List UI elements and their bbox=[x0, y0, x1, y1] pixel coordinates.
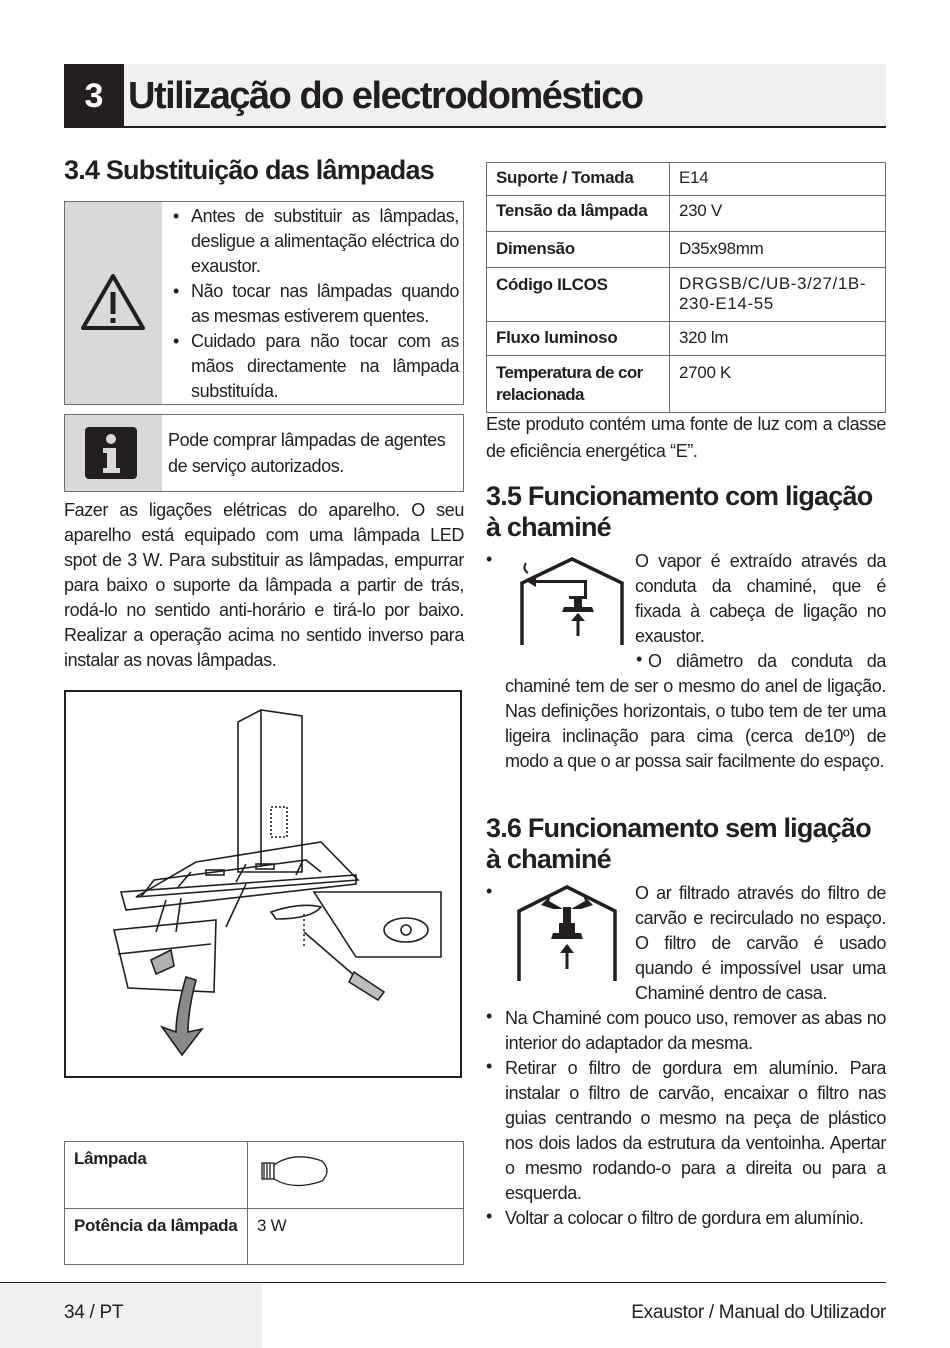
section-3-5-heading: 3.5 Funcionamento com ligação à chaminé bbox=[486, 481, 873, 542]
warning-list bbox=[169, 204, 459, 404]
spec-value: E14 bbox=[670, 163, 886, 196]
info-box bbox=[64, 414, 464, 492]
table-row bbox=[65, 1142, 464, 1209]
bullet-marker: • bbox=[486, 1056, 493, 1076]
table-row bbox=[487, 232, 886, 268]
info-icon bbox=[83, 425, 139, 481]
spec-value: 2700 K bbox=[670, 356, 886, 413]
section-3-4-heading: 3.4 Substituição das lâmpadas bbox=[64, 155, 434, 185]
info-icon-cell bbox=[65, 415, 162, 491]
footer-page-panel bbox=[0, 1283, 262, 1348]
hood-lamp-replacement-illustration bbox=[64, 690, 462, 1078]
lamp-replacement-text: Fazer as ligações elétricas do aparelho. O seu aparelho está equipado com uma lâmpada LED spot de 3 W. Para substituir as lâmpadas, empurrar para baixo o suporte da lâmpada a partir de trás, rodá-lo no sentido anti-horário e tirá-lo por baixo. Realizar a operação acima no sentido inverso para instalar as novas lâmpadas. bbox=[64, 500, 464, 670]
cooker-hood-drawing bbox=[66, 692, 460, 1076]
warning-icon-cell bbox=[65, 202, 162, 404]
bullet-marker: • bbox=[486, 881, 493, 901]
section-3-6-heading: 3.6 Funcionamento sem ligação à chaminé bbox=[486, 813, 871, 874]
table-row bbox=[487, 163, 886, 196]
spec-label: Tensão da lâmpada bbox=[487, 196, 670, 232]
candle-bulb-icon bbox=[254, 1146, 334, 1198]
recirculation-bullet-4: Voltar a colocar o filtro de gordura em alumínio. bbox=[505, 1208, 864, 1228]
lamp-table-label: Potência da lâmpada bbox=[65, 1209, 248, 1265]
lamp-table-label: Lâmpada bbox=[65, 1142, 248, 1209]
info-text: Pode comprar lâmpadas de agentes de serviço autorizados. bbox=[168, 430, 446, 476]
spec-value: DRGSB/C/UB-3/27/1B-230-E14-55 bbox=[670, 268, 886, 322]
warning-box bbox=[64, 201, 464, 405]
spec-label: Temperatura de cor relacionada bbox=[487, 356, 670, 413]
table-row bbox=[487, 196, 886, 232]
spec-label: Dimensão bbox=[487, 232, 670, 268]
footer-divider bbox=[0, 1282, 886, 1283]
table-row bbox=[487, 322, 886, 356]
bullet-marker: • bbox=[486, 549, 493, 569]
recirculation-mode-icon bbox=[505, 883, 629, 983]
bullet-marker: • bbox=[636, 649, 643, 669]
footer-document-title: Exaustor / Manual do Utilizador bbox=[631, 1302, 886, 1323]
lamp-table bbox=[64, 1141, 464, 1265]
table-row bbox=[487, 356, 886, 413]
bullet-marker: • bbox=[486, 1206, 493, 1226]
ducted-mode-icon bbox=[508, 555, 630, 647]
spec-value: 230 V bbox=[670, 196, 886, 232]
bullet-marker: • bbox=[486, 1006, 493, 1026]
ducted-bullet-1: O vapor é extraído através da conduta da chaminé, que é fixada à cabeça de ligação no exaustor. bbox=[635, 551, 886, 646]
lamp-table-value: 3 W bbox=[248, 1209, 464, 1265]
recirculation-bullet-2: Na Chaminé com pouco uso, remover as abas no interior do adaptador da mesma. bbox=[505, 1008, 886, 1053]
recirculation-bullet-1: O ar filtrado através do filtro de carvão e recirculado no espaço. O filtro de carvão é usado quando é impossível usar uma Chaminé dentro de casa. bbox=[635, 883, 886, 1003]
ducted-bullet-2: O diâmetro da conduta da chaminé tem de ser o mesmo do anel de ligação. Nas definições horizontais, o tubo tem de ter uma ligeira inclinação para cima (cerca de10º) de modo a que o ar possa sair facilmente do espaço. bbox=[505, 651, 886, 771]
spec-value: 320 lm bbox=[670, 322, 886, 356]
warning-item: • Não tocar nas lâmpadas quando as mesmas estiverem quentes. bbox=[169, 279, 459, 329]
chapter-title: Utilização do electrodoméstico bbox=[128, 75, 643, 117]
footer-page-number: 34 / PT bbox=[64, 1302, 124, 1323]
chapter-number: 3 bbox=[64, 64, 124, 128]
spec-label: Fluxo luminoso bbox=[487, 322, 670, 356]
warning-item: • Cuidado para não tocar com as mãos directamente na lâmpada substituída. bbox=[169, 329, 459, 404]
table-row bbox=[487, 268, 886, 322]
warning-item: • Antes de substituir as lâmpadas, desligue a alimentação eléctrica do exaustor. bbox=[169, 204, 459, 279]
recirculation-bullet-3: Retirar o filtro de gordura em alumínio. Para instalar o filtro de carvão, encaixar o filtro nas guias centrando o mesmo na peça de plástico nos dois lados da estrutura da ventoinha. Apertar o mesmo rodando-o para a direita ou para a esquerda. bbox=[505, 1058, 886, 1203]
spec-value: D35x98mm bbox=[670, 232, 886, 268]
warning-triangle-icon bbox=[80, 272, 146, 332]
lamp-image-cell bbox=[248, 1142, 464, 1209]
spec-label: Suporte / Tomada bbox=[487, 163, 670, 196]
lamp-spec-table bbox=[486, 162, 886, 413]
spec-label: Código ILCOS bbox=[487, 268, 670, 322]
table-row bbox=[65, 1209, 464, 1265]
energy-class-note: Este produto contém uma fonte de luz com a classe de eficiência energética “E”. bbox=[486, 414, 886, 461]
